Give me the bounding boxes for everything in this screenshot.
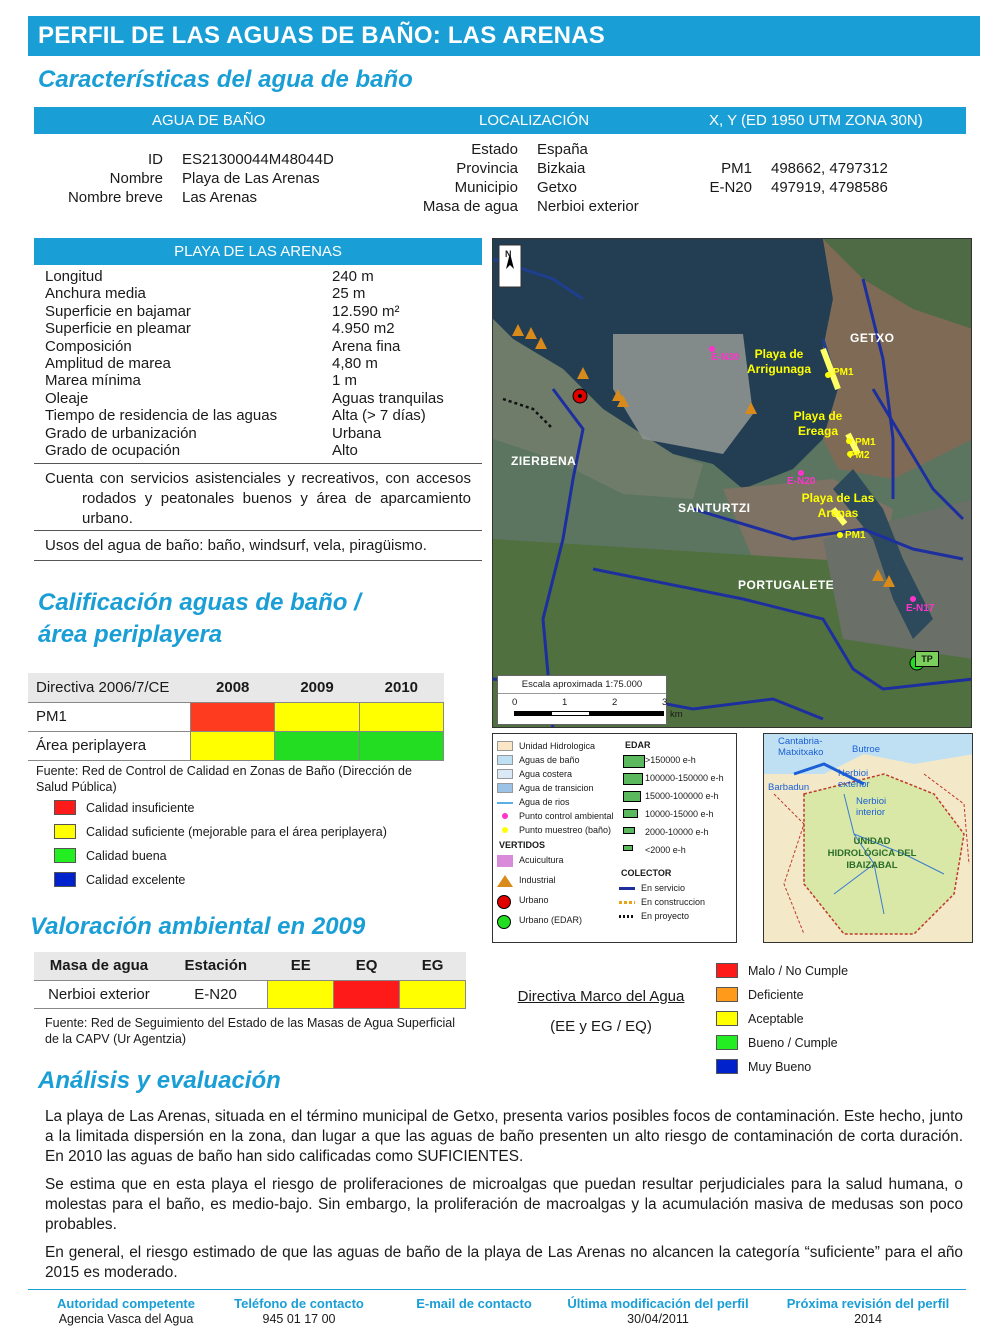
legend-symbol	[497, 802, 513, 804]
legend-label: 2000-10000 e-h	[645, 827, 709, 837]
legend-label: Agua de transicion	[519, 783, 594, 793]
legend-swatch	[716, 1035, 738, 1050]
map-legend	[492, 733, 737, 943]
legend-swatch	[716, 1059, 738, 1074]
beach-services-content: Cuenta con servicios asistenciales y recreativos, con accesos rodados y peatonales buenos y área de aparcamiento urbano.	[45, 470, 471, 527]
agua-value: Playa de Las Arenas	[182, 170, 320, 187]
footer-divider	[28, 1289, 966, 1290]
beach-property-row	[45, 268, 475, 285]
beach-property-row	[45, 407, 475, 424]
coord-key: E-N20	[709, 179, 752, 196]
beach-property-label: Tiempo de residencia de las aguas	[45, 407, 278, 425]
inset-label-ibaizabal: UNIDAD HIDROLÓGICA DEL IBAIZABAL	[827, 836, 917, 871]
beach-property-row	[45, 285, 475, 302]
legend-label: Punto muestreo (baño)	[519, 825, 612, 835]
beach-property-row	[45, 355, 475, 372]
point-pm1-ereaga: PM1	[855, 437, 876, 448]
legend-label: Deficiente	[748, 988, 804, 1002]
beach-property-row	[45, 390, 475, 407]
beach-property-label: Longitud	[45, 268, 103, 285]
header-localizacion: LOCALIZACIÓN	[479, 112, 590, 129]
beach-property-label: Superficie en bajamar	[45, 302, 191, 320]
footer-label: Autoridad competente	[57, 1296, 195, 1311]
col-2009: 2009	[275, 673, 359, 702]
quality-source: Fuente: Red de Control de Calidad en Zonas de Baño (Dirección de Salud Pública)	[36, 764, 412, 794]
beach-property-value: Alta (> 7 días)	[332, 407, 426, 425]
footer-value: 30/04/2011	[627, 1312, 689, 1326]
legend-symbol	[623, 827, 635, 834]
section-title-valoracion: Valoración ambiental en 2009	[30, 913, 366, 940]
legend-label: 15000-100000 e-h	[645, 791, 719, 801]
loc-key: Provincia	[456, 160, 518, 177]
legend-label: Agua de rios	[519, 797, 570, 807]
point-pm1-arenas: PM1	[845, 530, 866, 541]
col-masa: Masa de agua	[34, 952, 164, 980]
point-pm2-ereaga: PM2	[849, 450, 870, 461]
coord-key: PM1	[721, 160, 752, 177]
col-eg: EG	[400, 952, 466, 980]
quality-cell	[359, 731, 443, 760]
legend-swatch	[716, 963, 738, 978]
quality-cell	[191, 731, 275, 760]
col-2010: 2010	[359, 673, 443, 702]
scale-tick: 0	[512, 697, 518, 708]
loc-value: Getxo	[537, 179, 578, 196]
quality-table-header	[28, 673, 444, 702]
inset-map	[763, 733, 973, 943]
legend-label: Aceptable	[748, 1012, 804, 1026]
place-zierbena: ZIERBENA	[511, 454, 577, 468]
inset-label-butroe: Butroe	[852, 744, 880, 755]
beach-uses-text: Usos del agua de baño: baño, windsurf, vela, piragüismo.	[45, 537, 427, 554]
footer-label: E-mail de contacto	[416, 1296, 532, 1311]
legend-label: <2000 e-h	[645, 845, 686, 855]
footer-label: Teléfono de contacto	[234, 1296, 364, 1311]
agua-key: ID	[148, 151, 163, 168]
analysis-paragraph-2: Se estima que en esta playa el riesgo de proliferaciones de microalgas que puedan resultar perjudiciales para la salud humana, o molestas para el baño, es medio-bajo. Sin embargo, la proliferación de macroalgas y la acumulación masiva de medusas son poco probables.	[45, 1176, 963, 1233]
legend-label: Calidad excelente	[86, 873, 186, 887]
legend-symbol	[497, 875, 513, 887]
scale-tick: 2	[612, 697, 618, 708]
footer-value: Agencia Vasca del Agua	[58, 1312, 194, 1326]
beach-services-text	[45, 469, 471, 529]
beach-property-row	[45, 442, 475, 459]
legend-label: En proyecto	[641, 911, 690, 921]
row-label: PM1	[28, 702, 191, 731]
legend-swatch	[54, 824, 76, 839]
quality-cell	[359, 702, 443, 731]
legend-label: Agua costera	[519, 769, 573, 779]
scale-title: Escala aproximada 1:75.000	[521, 679, 643, 690]
col-ee: EE	[268, 952, 334, 980]
legend-swatch	[716, 1011, 738, 1026]
legend-label: Acuicultura	[519, 855, 564, 865]
ee-cell	[268, 980, 334, 1008]
masa-cell: Nerbioi exterior	[34, 980, 164, 1008]
divider	[34, 560, 482, 561]
legend-label: 100000-150000 e-h	[645, 773, 724, 783]
header-agua: AGUA DE BAÑO	[152, 112, 266, 129]
section-title-caracteristicas: Características del agua de baño	[38, 66, 413, 93]
beach-property-value: 1 m	[332, 372, 358, 390]
coord-value: 498662, 4797312	[771, 160, 888, 177]
beach-property-label: Oleaje	[45, 389, 89, 407]
legend-symbol	[502, 813, 508, 819]
legend-symbol	[497, 741, 513, 751]
legend-swatch	[54, 872, 76, 887]
agua-value: ES21300044M48044D	[182, 151, 334, 168]
legend-label: Calidad buena	[86, 849, 167, 863]
beach-property-label: Grado de ocupación	[45, 441, 181, 459]
characteristics-header	[34, 107, 966, 134]
loc-key: Masa de agua	[422, 198, 518, 215]
quality-table	[28, 673, 444, 761]
scale-bar	[514, 711, 664, 716]
legend-label: Muy Bueno	[748, 1060, 812, 1074]
legend-symbol	[623, 791, 641, 802]
loc-key: Municipio	[454, 179, 518, 196]
point-en30: E-N30	[711, 352, 740, 363]
beach-property-row	[45, 303, 475, 320]
vertidos-title: VERTIDOS	[499, 840, 546, 850]
scale-unit: km	[670, 709, 683, 720]
loc-value: Bizkaia	[537, 160, 586, 177]
beach-property-value: 240 m	[332, 268, 374, 285]
section-title-analisis: Análisis y evaluación	[38, 1067, 281, 1094]
legend-label: Aguas de baño	[519, 755, 580, 765]
wtp-badge: TP	[915, 651, 939, 667]
col-eq: EQ	[334, 952, 400, 980]
footer-value: 2014	[854, 1312, 882, 1326]
beach-property-value: Aguas tranquilas	[332, 389, 444, 407]
legend-label: Calidad insuficiente	[86, 801, 195, 815]
place-portugalete: PORTUGALETE	[738, 578, 835, 592]
estacion-cell: E-N20	[164, 980, 268, 1008]
legend-swatch	[716, 987, 738, 1002]
beach-ereaga-label: Playa de Ereaga	[793, 409, 843, 438]
legend-label: En construccion	[641, 897, 706, 907]
legend-label: En servicio	[641, 883, 686, 893]
legend-symbol	[502, 827, 508, 833]
col-2008: 2008	[191, 673, 275, 702]
beach-properties	[45, 268, 475, 459]
coord-value: 497919, 4798586	[771, 179, 888, 196]
beach-property-value: 4.950 m2	[332, 320, 395, 338]
place-santurtzi: SANTURTZI	[678, 501, 751, 515]
agua-key: Nombre	[109, 170, 163, 187]
page-title: PERFIL DE LAS AGUAS DE BAÑO: LAS ARENAS	[28, 16, 980, 56]
legend-symbol	[497, 915, 511, 929]
agua-value: Las Arenas	[182, 189, 258, 206]
inset-label-cantabria: Cantabria-Matxitxako	[778, 736, 824, 758]
point-pm1-arrigunaga: PM1	[833, 367, 854, 378]
dma-subtitle: (EE y EG / EQ)	[550, 1018, 652, 1035]
inset-label-nerbioi-int: Nerbioi interior	[856, 796, 887, 818]
scale-tick: 1	[562, 697, 568, 708]
legend-label: 10000-15000 e-h	[645, 809, 714, 819]
legend-symbol	[497, 855, 513, 867]
dma-title: Directiva Marco del Agua	[517, 988, 685, 1005]
legend-symbol	[619, 901, 635, 904]
divider	[34, 463, 482, 464]
legend-label: Punto control ambiental	[519, 811, 614, 821]
legend-label: Calidad suficiente (mejorable para el área periplayera)	[86, 825, 387, 839]
beach-property-label: Marea mínima	[45, 372, 141, 390]
beach-property-row	[45, 425, 475, 442]
legend-symbol	[623, 845, 633, 851]
col-directiva: Directiva 2006/7/CE	[28, 673, 191, 702]
beach-property-label: Anchura media	[45, 285, 146, 303]
loc-value: España	[537, 141, 588, 158]
quality-row-area	[28, 731, 444, 760]
quality-cell	[191, 702, 275, 731]
quality-cell	[275, 702, 359, 731]
legend-label: Malo / No Cumple	[748, 964, 849, 978]
legend-label: >150000 e-h	[645, 755, 696, 765]
eq-cell	[334, 980, 400, 1008]
legend-symbol	[497, 769, 513, 779]
environmental-source: Fuente: Red de Seguimiento del Estado de las Masas de Agua Superficial de la CAPV (Ur Agentzia)	[45, 1016, 455, 1046]
section-title-calificacion-2: área periplayera	[38, 621, 223, 648]
footer-value: 945 01 17 00	[262, 1312, 336, 1326]
legend-label: Urbano (EDAR)	[519, 915, 583, 925]
analysis-paragraph-1: La playa de Las Arenas, situada en el término municipal de Getxo, presenta varios posibles focos de contaminación. Este hecho, junto a la limitada dispersión en la zona, dan lugar a que las aguas de baño presenten un alto riesgo de contaminación de corta duración. En 2010 las aguas de baño han sido calificadas como SUFICIENTES.	[45, 1108, 963, 1165]
legend-symbol	[623, 755, 645, 768]
characteristics-body	[0, 141, 1008, 230]
beach-arrigunaga-label: Playa de Arrigunaga	[746, 347, 811, 376]
col-estacion: Estación	[164, 952, 268, 980]
colector-title: COLECTOR	[621, 868, 672, 878]
beach-property-row	[45, 320, 475, 337]
legend-swatch	[54, 848, 76, 863]
point-en17: E-N17	[906, 603, 935, 614]
beach-property-value: 4,80 m	[332, 354, 378, 372]
agua-key: Nombre breve	[67, 189, 163, 206]
quality-row-pm1	[28, 702, 444, 731]
eg-cell	[400, 980, 466, 1008]
beach-property-label: Composición	[45, 337, 132, 355]
legend-symbol	[619, 887, 635, 890]
scale-divider	[498, 693, 666, 694]
loc-value: Nerbioi exterior	[537, 198, 639, 215]
place-getxo: GETXO	[850, 331, 895, 345]
legend-label: Bueno / Cumple	[748, 1036, 838, 1050]
beach-property-label: Superficie en pleamar	[45, 320, 191, 338]
aerial-map	[492, 238, 972, 728]
beach-property-value: 12.590 m²	[332, 302, 400, 320]
beach-property-value: Arena fina	[332, 337, 401, 355]
north-arrow-label: N	[505, 249, 512, 259]
beach-property-row	[45, 338, 475, 355]
legend-symbol	[497, 895, 511, 909]
scale-tick: 3	[662, 697, 668, 708]
loc-key: Estado	[471, 141, 518, 158]
environmental-table	[34, 952, 466, 1009]
beach-property-label: Amplitud de marea	[45, 354, 171, 372]
beach-header: PLAYA DE LAS ARENAS	[34, 238, 482, 265]
legend-symbol	[623, 773, 643, 785]
legend-swatch	[54, 800, 76, 815]
legend-label: Industrial	[519, 875, 556, 885]
quality-cell	[275, 731, 359, 760]
legend-symbol	[619, 915, 635, 918]
legend-label: Urbano	[519, 895, 549, 905]
inset-label-barbadun: Barbadun	[768, 782, 810, 793]
edar-title: EDAR	[625, 740, 651, 750]
environmental-row	[34, 980, 466, 1008]
beach-property-row	[45, 372, 475, 389]
divider	[34, 530, 482, 531]
legend-symbol	[497, 755, 513, 765]
beach-property-value: Urbana	[332, 424, 382, 442]
beach-property-value: 25 m	[332, 285, 366, 303]
header-coords: X, Y (ED 1950 UTM ZONA 30N)	[709, 112, 923, 129]
map-graphic	[493, 239, 972, 728]
point-en20: E-N20	[787, 476, 816, 487]
footer-label: Próxima revisión del perfil	[786, 1296, 950, 1311]
section-title-calificacion: Calificación aguas de baño /	[38, 589, 361, 616]
beach-arenas-label: Playa de Las Arenas	[801, 491, 875, 520]
beach-property-value: Alto	[332, 441, 358, 459]
legend-symbol	[623, 809, 638, 818]
inset-label-nerbioi-ext: Nerbioi exterior	[838, 768, 870, 790]
legend-label: Unidad Hidrologica	[519, 741, 596, 751]
row-label: Área periplayera	[28, 731, 191, 760]
beach-property-label: Grado de urbanización	[45, 424, 197, 442]
environmental-header	[34, 952, 466, 980]
analysis-paragraph-3: En general, el riesgo estimado de que las aguas de baño de la playa de Las Arenas no alcancen la categoría “suficiente” para el año 2015 es moderado.	[45, 1244, 963, 1281]
legend-symbol	[497, 783, 513, 793]
footer-label: Última modificación del perfil	[567, 1296, 749, 1311]
map-scale-box	[497, 675, 683, 725]
